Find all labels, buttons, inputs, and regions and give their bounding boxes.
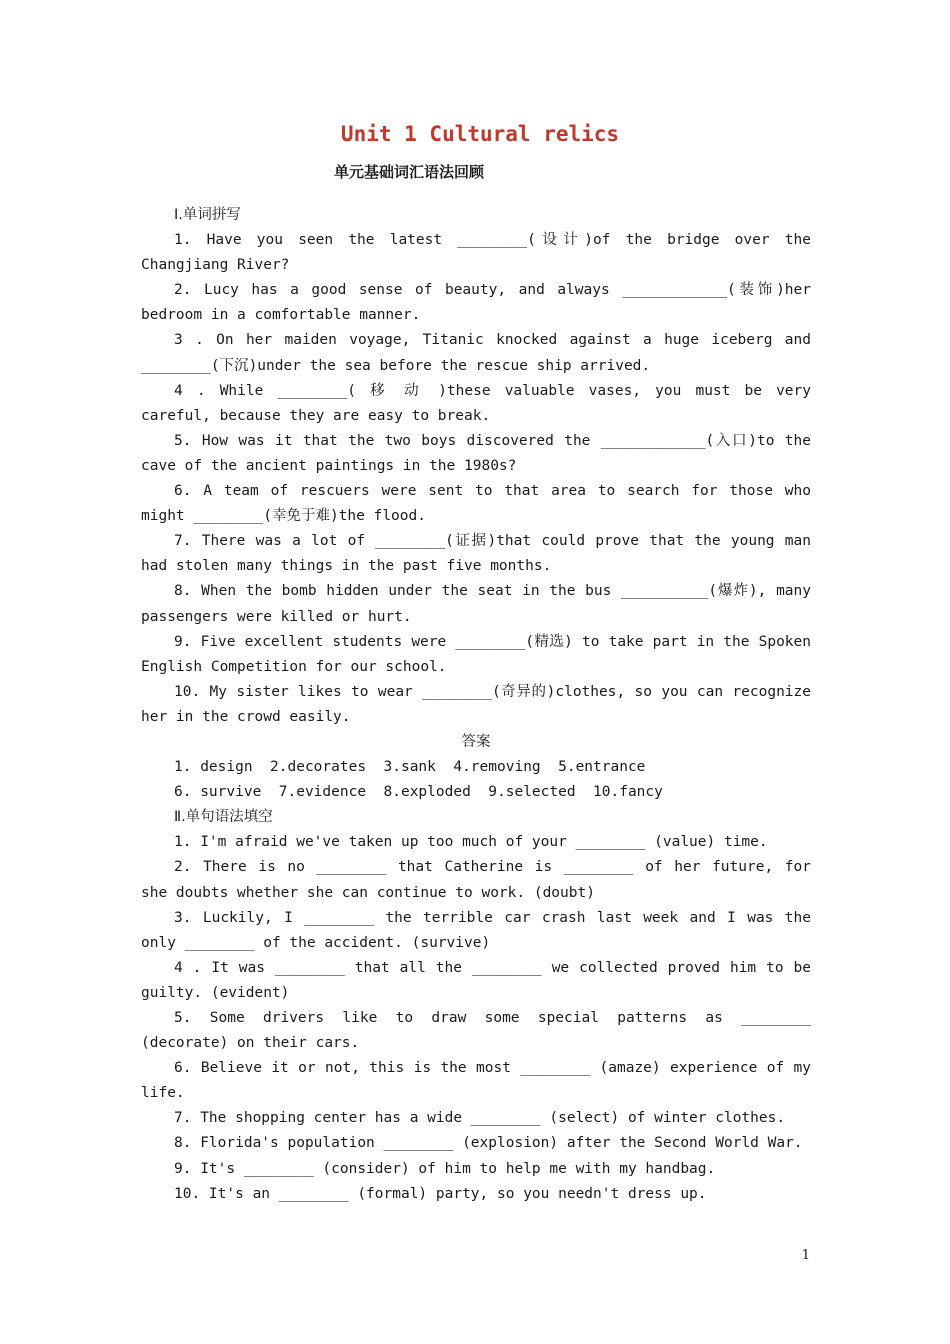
- spelling-item: 6. A team of rescuers were sent to that area to search for those who might ________(幸免于难)the flood.: [141, 483, 811, 525]
- spelling-item: 4 . While ________( 移 动 )these valuable vases, you must be very careful, because they are easy to break.: [141, 382, 811, 424]
- answer-row: 6. survive 7.evidence 8.exploded 9.selected 10.fancy: [174, 784, 663, 801]
- grammar-item: 3. Luckily, I ________ the terrible car crash last week and I was the only ________ of the accident. (survive): [141, 909, 811, 951]
- document-body: [141, 203, 811, 1207]
- page-number: 1: [801, 1248, 810, 1263]
- grammar-item: 10. It's an ________ (formal) party, so you needn't dress up.: [174, 1185, 707, 1202]
- grammar-item: 6. Believe it or not, this is the most ________ (amaze) experience of my life.: [141, 1060, 811, 1102]
- spelling-item: 3 . On her maiden voyage, Titanic knocked against a huge iceberg and ________(下沉)under the sea before the rescue ship arrived.: [141, 332, 811, 374]
- grammar-item: 2. There is no ________ that Catherine is ________ of her future, for she doubts whether she can continue to work. (doubt): [141, 859, 811, 901]
- spelling-item: 1. Have you seen the latest ________(设计)of the bridge over the Changjiang River?: [141, 232, 811, 274]
- grammar-item: 5. Some drivers like to draw some special patterns as ________ (decorate) on their cars.: [141, 1010, 811, 1052]
- page-title: Unit 1 Cultural relics: [340, 122, 620, 146]
- grammar-item: 9. It's ________ (consider) of him to help me with my handbag.: [174, 1160, 716, 1177]
- section-heading-grammar: Ⅱ.单句语法填空: [174, 809, 273, 826]
- page-subtitle: 单元基础词汇语法回顾: [333, 163, 484, 181]
- section-heading-spelling: Ⅰ.单词拼写: [174, 207, 241, 223]
- answer-label: 答案: [461, 733, 491, 750]
- spelling-item: 10. My sister likes to wear ________(奇异的)clothes, so you can recognize her in the crowd easily.: [141, 683, 811, 725]
- spelling-item: 5. How was it that the two boys discovered the ____________(入口)to the cave of the ancient paintings in the 1980s?: [141, 432, 811, 474]
- spelling-item: 9. Five excellent students were ________(精选) to take part in the Spoken English Competition for our school.: [141, 633, 811, 675]
- answer-row: 1. design 2.decorates 3.sank 4.removing 5.entrance: [174, 759, 646, 776]
- spelling-item: 7. There was a lot of ________(证据)that could prove that the young man had stolen many things in the past five months.: [141, 533, 811, 575]
- spelling-item: 2. Lucy has a good sense of beauty, and always ____________(装饰)her bedroom in a comfortable manner.: [141, 282, 811, 324]
- grammar-item: 7. The shopping center has a wide ________ (select) of winter clothes.: [174, 1110, 786, 1127]
- grammar-item: 1. I'm afraid we've taken up too much of your ________ (value) time.: [174, 834, 768, 851]
- grammar-item: 8. Florida's population ________ (explosion) after the Second World War.: [174, 1135, 803, 1152]
- grammar-item: 4 . It was ________ that all the ________ we collected proved him to be guilty. (evident): [141, 959, 811, 1001]
- spelling-item: 8. When the bomb hidden under the seat in the bus __________(爆炸), many passengers were killed or hurt.: [141, 583, 811, 625]
